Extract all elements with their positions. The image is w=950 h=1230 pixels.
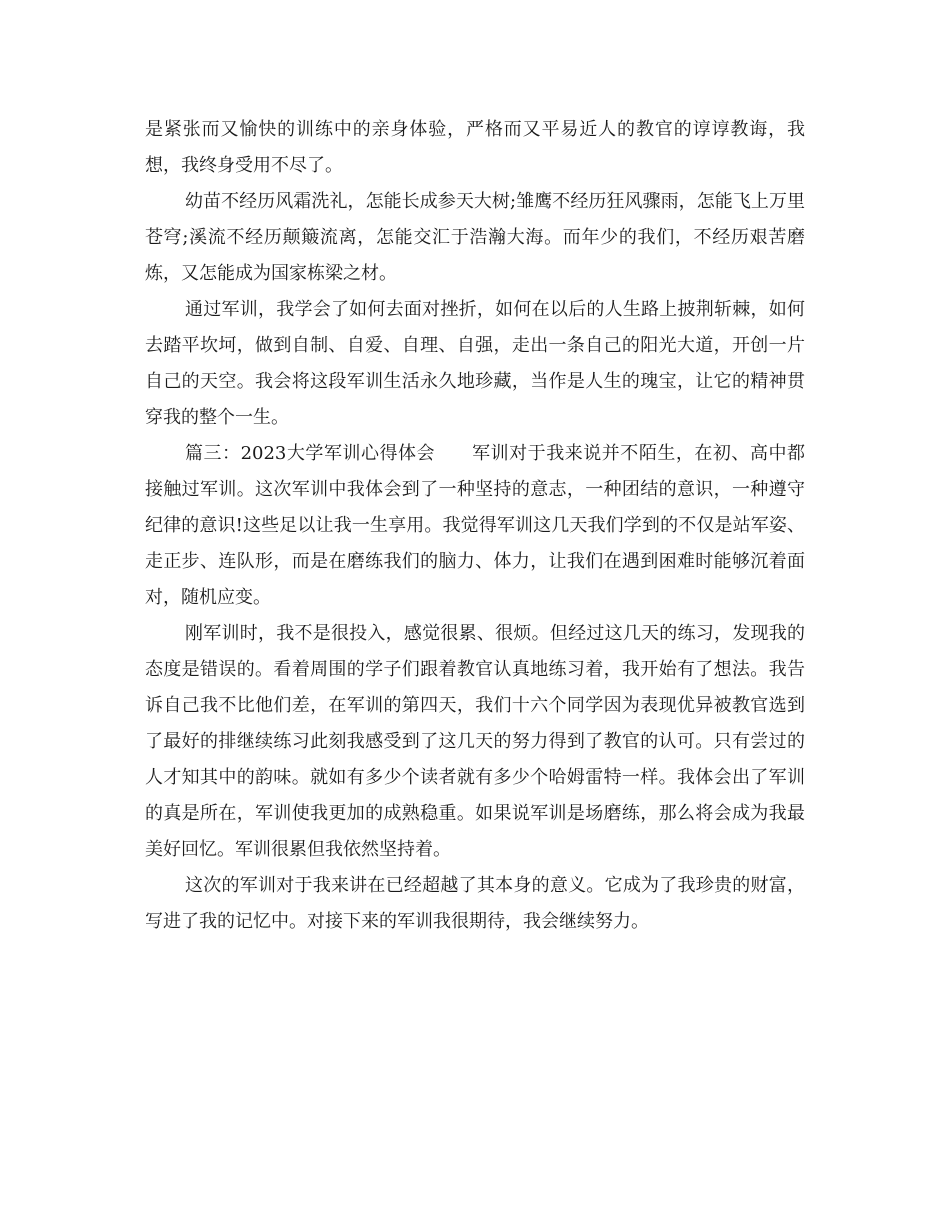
paragraph: 这次的军训对于我来讲在已经超越了其本身的意义。它成为了我珍贵的财富，写进了我的记忆中。对接下来的军训我很期待，我会继续努力。	[145, 875, 805, 932]
paragraph: 篇三：2023大学军训心得体会 军训对于我来说并不陌生，在初、高中都接触过军训。这次军训中我体会到了一种坚持的意志，一种团结的意识，一种遵守纪律的意识!这些足以让我一生享用。我觉得军训这几天我们学到的不仅是站军姿、走正步、连队形，而是在磨练我们的脑力、体力，让我们在遇到困难时能够沉着面对，随机应变。	[145, 443, 805, 608]
paragraph: 是紧张而又愉快的训练中的亲身体验，严格而又平易近人的教官的谆谆教诲，我想，我终身受用不尽了。	[145, 119, 805, 176]
paragraph: 通过军训，我学会了如何去面对挫折，如何在以后的人生路上披荆斩棘，如何去踏平坎坷，做到自制、自爱、自理、自强，走出一条自己的阳光大道，开创一片自己的天空。我会将这段军训生活永久地珍藏，当作是人生的瑰宝，让它的精神贯穿我的整个一生。	[145, 299, 805, 428]
paragraph: 刚军训时，我不是很投入，感觉很累、很烦。但经过这几天的练习，发现我的态度是错误的。看着周围的学子们跟着教官认真地练习着，我开始有了想法。我告诉自己我不比他们差，在军训的第四天，我们十六个同学因为表现优异被教官选到了最好的排继续练习此刻我感受到了这几天的努力得到了教官的认可。只有尝过的人才知其中的韵味。就如有多少个读者就有多少个哈姆雷特一样。我体会出了军训的真是所在，军训使我更加的成熟稳重。如果说军训是场磨练，那么将会成为我最美好回忆。军训很累但我依然坚持着。	[145, 623, 805, 860]
document-body	[145, 112, 805, 940]
paragraph: 幼苗不经历风霜洗礼，怎能长成参天大树;雏鹰不经历狂风骤雨，怎能飞上万里苍穹;溪流不经历颠簸流离，怎能交汇于浩瀚大海。而年少的我们，不经历艰苦磨炼，又怎能成为国家栋梁之材。	[145, 191, 805, 284]
